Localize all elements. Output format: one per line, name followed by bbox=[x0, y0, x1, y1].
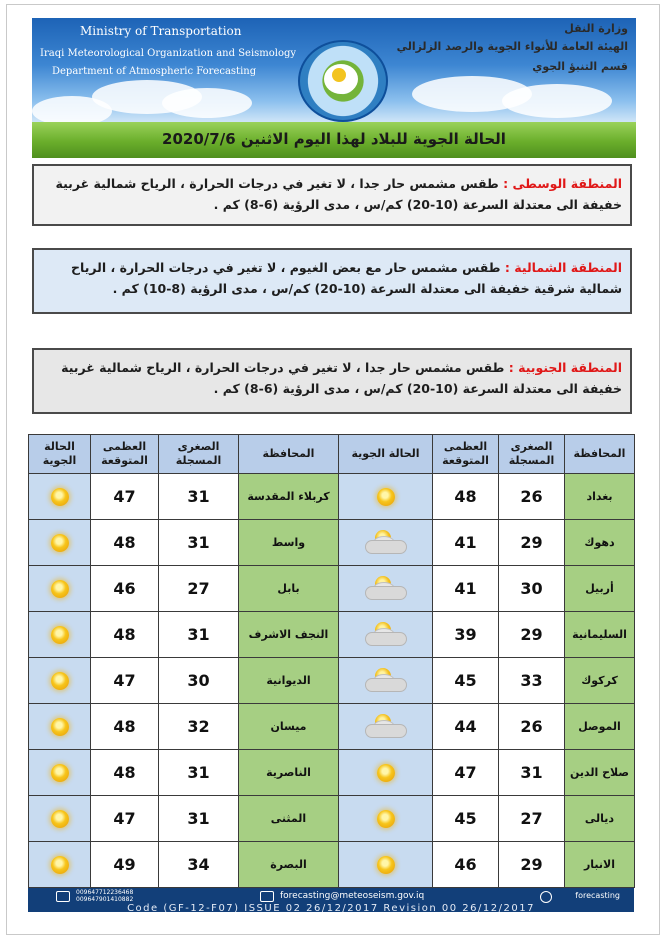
col-header-min-recorded: الصغرى المسجلة bbox=[159, 435, 239, 474]
region-text: طقس مشمس حار مع بعض الغيوم ، لا تغير في درجات الحرارة ، الرياح شمالية شرقية خفيفة الى معتدلة السرعة (10-20) كم/س ، مدى الرؤية (8-10) كم . bbox=[71, 260, 622, 296]
department-name-ar: قسم التنبؤ الجوي bbox=[532, 60, 628, 73]
min-temp-cell: 31 bbox=[159, 612, 239, 658]
partly-cloudy-icon bbox=[363, 530, 409, 556]
max-temp-cell: 41 bbox=[433, 566, 499, 612]
sun-icon bbox=[51, 534, 69, 552]
governorate-cell: الناصرية bbox=[239, 750, 339, 796]
weather-cell bbox=[339, 474, 433, 520]
weather-cell bbox=[29, 566, 91, 612]
page-title: الحالة الجوية للبلاد لهذا اليوم الاثنين 2020/7/6 bbox=[162, 130, 506, 148]
min-temp-cell: 31 bbox=[159, 520, 239, 566]
header-banner bbox=[32, 18, 636, 122]
weather-cell bbox=[29, 750, 91, 796]
min-temp-cell: 30 bbox=[499, 566, 565, 612]
max-temp-cell: 48 bbox=[91, 750, 159, 796]
organization-logo bbox=[298, 40, 388, 122]
col-header-max-expected: العظمى المتوقعة bbox=[91, 435, 159, 474]
organization-name-ar: الهيئة العامة للأنواء الجوية والرصد الزلزالي bbox=[396, 40, 628, 53]
forecast-table bbox=[28, 434, 635, 888]
max-temp-cell: 49 bbox=[91, 842, 159, 888]
col-header-weather: الحالة الجوية bbox=[339, 435, 433, 474]
sun-icon bbox=[51, 580, 69, 598]
governorate-cell: المثنى bbox=[239, 796, 339, 842]
min-temp-cell: 26 bbox=[499, 474, 565, 520]
phone-icon bbox=[56, 891, 70, 902]
table-row bbox=[29, 520, 635, 566]
region-name: المنطقة الوسطى : bbox=[503, 176, 622, 191]
region-name: المنطقة الشمالية : bbox=[504, 260, 622, 275]
region-name: المنطقة الجنوبية : bbox=[508, 360, 622, 375]
max-temp-cell: 47 bbox=[91, 796, 159, 842]
max-temp-cell: 48 bbox=[91, 612, 159, 658]
governorate-cell: ميسان bbox=[239, 704, 339, 750]
max-temp-cell: 47 bbox=[433, 750, 499, 796]
min-temp-cell: 31 bbox=[159, 796, 239, 842]
col-header-governorate: المحافظة bbox=[565, 435, 635, 474]
footer-phone: 009647901410882 bbox=[76, 896, 134, 903]
sun-icon bbox=[51, 718, 69, 736]
email-icon bbox=[260, 891, 274, 902]
weather-cell bbox=[339, 520, 433, 566]
table-header-row bbox=[29, 435, 635, 474]
sun-icon bbox=[377, 764, 395, 782]
max-temp-cell: 45 bbox=[433, 796, 499, 842]
weather-cell bbox=[29, 520, 91, 566]
region-south bbox=[32, 348, 632, 414]
governorate-cell: الانبار bbox=[565, 842, 635, 888]
region-text: طقس مشمس حار جدا ، لا تغير في درجات الحرارة ، الرياح شمالية غربية خفيفة الى معتدلة السرعة (10-20) كم/س ، مدى الرؤية (6-8) كم . bbox=[55, 176, 622, 212]
col-header-min-recorded: الصغرى المسجلة bbox=[499, 435, 565, 474]
region-text: طقس مشمس حار جدا ، لا تغير في درجات الحرارة ، الرياح شمالية غربية خفيفة الى معتدلة السرعة (10-20) كم/س ، مدى الرؤية (6-8) كم . bbox=[61, 360, 622, 396]
min-temp-cell: 29 bbox=[499, 612, 565, 658]
col-header-max-expected: العظمى المتوقعة bbox=[433, 435, 499, 474]
governorate-cell: السليمانية bbox=[565, 612, 635, 658]
col-header-governorate: المحافظة bbox=[239, 435, 339, 474]
min-temp-cell: 33 bbox=[499, 658, 565, 704]
weather-cell bbox=[339, 842, 433, 888]
governorate-cell: بابل bbox=[239, 566, 339, 612]
organization-name-en: Iraqi Meteorological Organization and Seismology bbox=[40, 48, 297, 59]
max-temp-cell: 48 bbox=[433, 474, 499, 520]
weather-cell bbox=[339, 704, 433, 750]
max-temp-cell: 47 bbox=[91, 474, 159, 520]
sun-icon bbox=[377, 856, 395, 874]
footer-email[interactable]: forecasting@meteoseism.gov.iq bbox=[280, 891, 425, 901]
min-temp-cell: 29 bbox=[499, 842, 565, 888]
max-temp-cell: 41 bbox=[433, 520, 499, 566]
weather-cell bbox=[339, 658, 433, 704]
governorate-cell: أربيل bbox=[565, 566, 635, 612]
sun-icon bbox=[51, 856, 69, 874]
governorate-cell: النجف الاشرف bbox=[239, 612, 339, 658]
max-temp-cell: 39 bbox=[433, 612, 499, 658]
sun-icon bbox=[51, 488, 69, 506]
ministry-name-ar: وزارة النقل bbox=[564, 22, 628, 35]
department-name-en: Department of Atmospheric Forecasting bbox=[52, 66, 257, 77]
weather-cell bbox=[339, 796, 433, 842]
partly-cloudy-icon bbox=[363, 668, 409, 694]
table-row bbox=[29, 658, 635, 704]
sun-icon bbox=[377, 810, 395, 828]
footer-phone: 009647712236468 bbox=[76, 889, 134, 896]
partly-cloudy-icon bbox=[363, 714, 409, 740]
max-temp-cell: 46 bbox=[433, 842, 499, 888]
min-temp-cell: 27 bbox=[499, 796, 565, 842]
weather-cell bbox=[29, 796, 91, 842]
governorate-cell: كركوك bbox=[565, 658, 635, 704]
table-row bbox=[29, 612, 635, 658]
table-row bbox=[29, 842, 635, 888]
min-temp-cell: 27 bbox=[159, 566, 239, 612]
table-row bbox=[29, 796, 635, 842]
sun-icon bbox=[51, 764, 69, 782]
max-temp-cell: 46 bbox=[91, 566, 159, 612]
footer-facebook[interactable]: forecasting bbox=[575, 891, 620, 900]
sun-icon bbox=[51, 672, 69, 690]
weather-cell bbox=[339, 566, 433, 612]
max-temp-cell: 48 bbox=[91, 704, 159, 750]
governorate-cell: صلاح الدين bbox=[565, 750, 635, 796]
weather-cell bbox=[29, 658, 91, 704]
governorate-cell: واسط bbox=[239, 520, 339, 566]
max-temp-cell: 48 bbox=[91, 520, 159, 566]
title-bar bbox=[32, 122, 636, 158]
governorate-cell: الديوانية bbox=[239, 658, 339, 704]
region-north bbox=[32, 248, 632, 314]
facebook-icon bbox=[540, 891, 552, 903]
region-central bbox=[32, 164, 632, 226]
governorate-cell: الموصل bbox=[565, 704, 635, 750]
partly-cloudy-icon bbox=[363, 622, 409, 648]
max-temp-cell: 47 bbox=[91, 658, 159, 704]
governorate-cell: دهوك bbox=[565, 520, 635, 566]
table-row bbox=[29, 474, 635, 520]
min-temp-cell: 34 bbox=[159, 842, 239, 888]
min-temp-cell: 29 bbox=[499, 520, 565, 566]
governorate-cell: بغداد bbox=[565, 474, 635, 520]
table-row bbox=[29, 704, 635, 750]
weather-cell bbox=[29, 612, 91, 658]
min-temp-cell: 31 bbox=[499, 750, 565, 796]
max-temp-cell: 45 bbox=[433, 658, 499, 704]
weather-cell bbox=[29, 842, 91, 888]
governorate-cell: ديالى bbox=[565, 796, 635, 842]
min-temp-cell: 30 bbox=[159, 658, 239, 704]
sun-icon bbox=[377, 488, 395, 506]
weather-cell bbox=[339, 612, 433, 658]
table-row bbox=[29, 566, 635, 612]
governorate-cell: البصرة bbox=[239, 842, 339, 888]
governorate-cell: كربلاء المقدسة bbox=[239, 474, 339, 520]
min-temp-cell: 31 bbox=[159, 750, 239, 796]
sun-icon bbox=[51, 810, 69, 828]
ministry-name-en: Ministry of Transportation bbox=[80, 24, 242, 38]
max-temp-cell: 44 bbox=[433, 704, 499, 750]
min-temp-cell: 32 bbox=[159, 704, 239, 750]
min-temp-cell: 31 bbox=[159, 474, 239, 520]
document-code: Code (GF-12-F07) ISSUE 02 26/12/2017 Revision 00 26/12/2017 bbox=[127, 903, 535, 914]
partly-cloudy-icon bbox=[363, 576, 409, 602]
weather-cell bbox=[29, 474, 91, 520]
table-row bbox=[29, 750, 635, 796]
sun-icon bbox=[51, 626, 69, 644]
weather-cell bbox=[29, 704, 91, 750]
min-temp-cell: 26 bbox=[499, 704, 565, 750]
col-header-weather: الحالة الجوية bbox=[29, 435, 91, 474]
weather-cell bbox=[339, 750, 433, 796]
